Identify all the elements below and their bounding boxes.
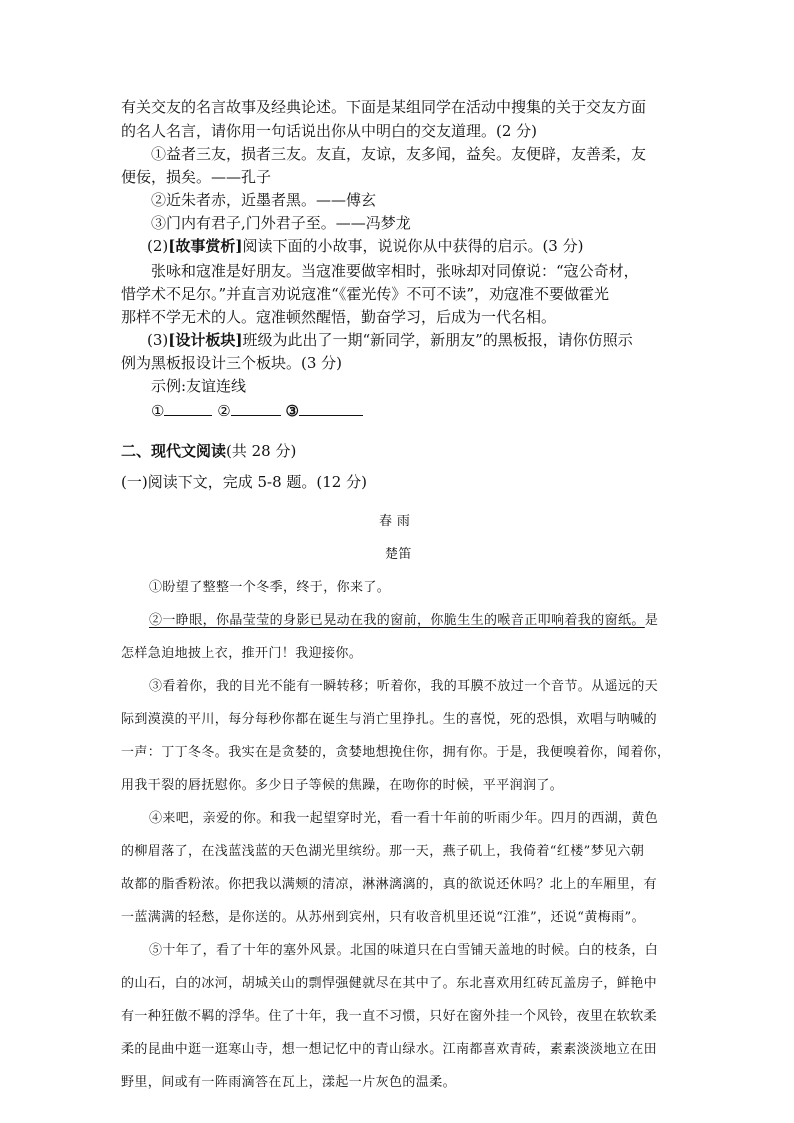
blank-2-line[interactable] [231,401,281,416]
paragraph-2-tail: 是 [644,613,659,628]
paragraph-4-line-2: 的柳眉落了，在浅蓝浅蓝的天色湖光里缤纷。那一天，燕子矶上，我倚着“红楼”梦见六朝 [121,844,645,859]
paragraph-3-line-2: 际到漠漠的平川，每分每秒你都在诞生与消亡里挣扎。生的喜悦，死的恐惧，欢唱与呐喊的 [121,712,658,727]
paragraph-2-line-1 [149,609,658,628]
question-3-tag: [设计板块] [168,331,243,349]
paragraph-3-line-4: 用我干裂的唇抚慰你。多少日子等候的焦躁，在吻你的时候，平平润润了。 [121,778,564,793]
paragraph-5-line-2: 的山石，白的冰河，胡城关山的剽悍强健就尽在其中了。东北喜欢用红砖瓦盖房子，鲜艳中 [121,976,658,991]
quote-1-line-1: ①益者三友，损者三友。友直，友谅，友多闻，益矣。友便辟，友善柔，友 [151,145,647,163]
paragraph-4-line-4: 一蓝满满的轻愁，是你送的。从苏州到宾州，只有收音机里还说“江淮”，还说“黄梅雨”。 [121,910,645,925]
blank-2-label: ② [217,402,231,420]
question-3-number: (3) [147,331,169,349]
answer-blanks [151,401,363,420]
article-author: 楚笛 [385,547,412,562]
section-2-title: 二、现代文阅读 [121,442,227,460]
quote-1-line-2: 便佞，损矣。——孔子 [121,168,272,186]
paragraph-5-line-5: 野里，间或有一阵雨滴答在瓦上，漾起一片灰色的温柔。 [121,1075,457,1090]
paragraph-2-underlined: ②一睁眼，你晶莹莹的身影已晃动在我的窗前，你脆生生的喉音正叩响着我的窗纸。 [149,613,645,628]
question-3 [147,329,633,350]
paragraph-3-line-1: ③看着你，我的目光不能有一瞬转移；听着你，我的耳膜不放过一个音节。从遥远的天 [149,679,659,694]
blank-3-label: ③ [285,402,299,420]
question-3-text: 班级为此出了一期“新同学，新朋友”的黑板报，请你仿照示 [242,331,633,349]
intro-line-2: 的名人名言，请你用一句话说出你从中明白的交友道理。(2 分) [121,122,538,140]
intro-line-1: 有关交友的名言故事及经典论述。下面是某组同学在活动中搜集的关于交友方面 [121,98,647,116]
example-text: 示例:友谊连线 [151,377,247,395]
quote-3: ③门内有君子,门外君子至。——冯梦龙 [151,214,411,232]
paragraph-5-line-3: 有一种狂傲不羁的浮华。住了十年，我一直不习惯，只好在窗外挂一个风铃，夜里在软软柔 [121,1009,658,1024]
question-3-line-2: 例为黑板报设计三个板块。(3 分) [121,354,343,372]
paragraph-3-line-3: 一声：丁丁冬冬。我实在是贪婪的，贪婪地想挽住你，拥有你。于是，我便嗅着你，闻着你， [121,745,671,760]
question-2 [147,235,583,256]
paragraph-5-line-4: 柔的昆曲中逛一逛寒山寺，想一想记忆中的青山绿水。江南都喜欢青砖，素素淡淡地立在田 [121,1042,658,1057]
story-line-3: 那样不学无术的人。寇准顿然醒悟，勤奋学习，后成为一代名相。 [121,308,557,326]
blank-1-line[interactable] [164,401,212,416]
article-title: 春 雨 [379,514,411,529]
story-line-1: 张咏和寇准是好朋友。当寇准要做宰相时，张咏却对同僚说：“寇公奇材， [151,262,639,280]
blank-3-line[interactable] [299,401,363,416]
paragraph-4-line-1: ④来吧，亲爱的你。和我一起望穿时光，看一看十年前的听雨少年。四月的西湖，黄色 [149,811,659,826]
paragraph-2-line-2: 怎样急迫地披上衣，推开门！我迎接你。 [121,646,363,661]
paragraph-5-line-1: ⑤十年了，看了十年的塞外风景。北国的味道只在白雪铺天盖地的时候。白的枝条，白 [149,943,659,958]
blank-1-label: ① [151,402,165,420]
question-2-number: (2) [147,237,169,255]
question-2-text: 阅读下面的小故事，说说你从中获得的启示。(3 分) [242,237,584,255]
reading-instruction: (一)阅读下文，完成 5-8 题。(12 分) [121,473,367,491]
section-2-heading [121,440,296,461]
question-2-tag: [故事赏析] [168,237,243,255]
quote-2: ②近朱者赤，近墨者黑。——傅玄 [151,191,377,209]
paragraph-4-line-3: 故都的脂香粉浓。你把我以满颊的清凉，淋淋漓漓的，真的欲说还休吗？北上的车厢里，有 [121,877,658,892]
section-2-score: (共 28 分) [226,442,297,460]
paragraph-1: ①盼望了整整一个冬季，终于，你来了。 [149,580,391,595]
story-line-2: 惜学术不足尔。”并直言劝说寇准“《霍光传》不可不读”，劝寇准不要做霍光 [121,285,610,303]
